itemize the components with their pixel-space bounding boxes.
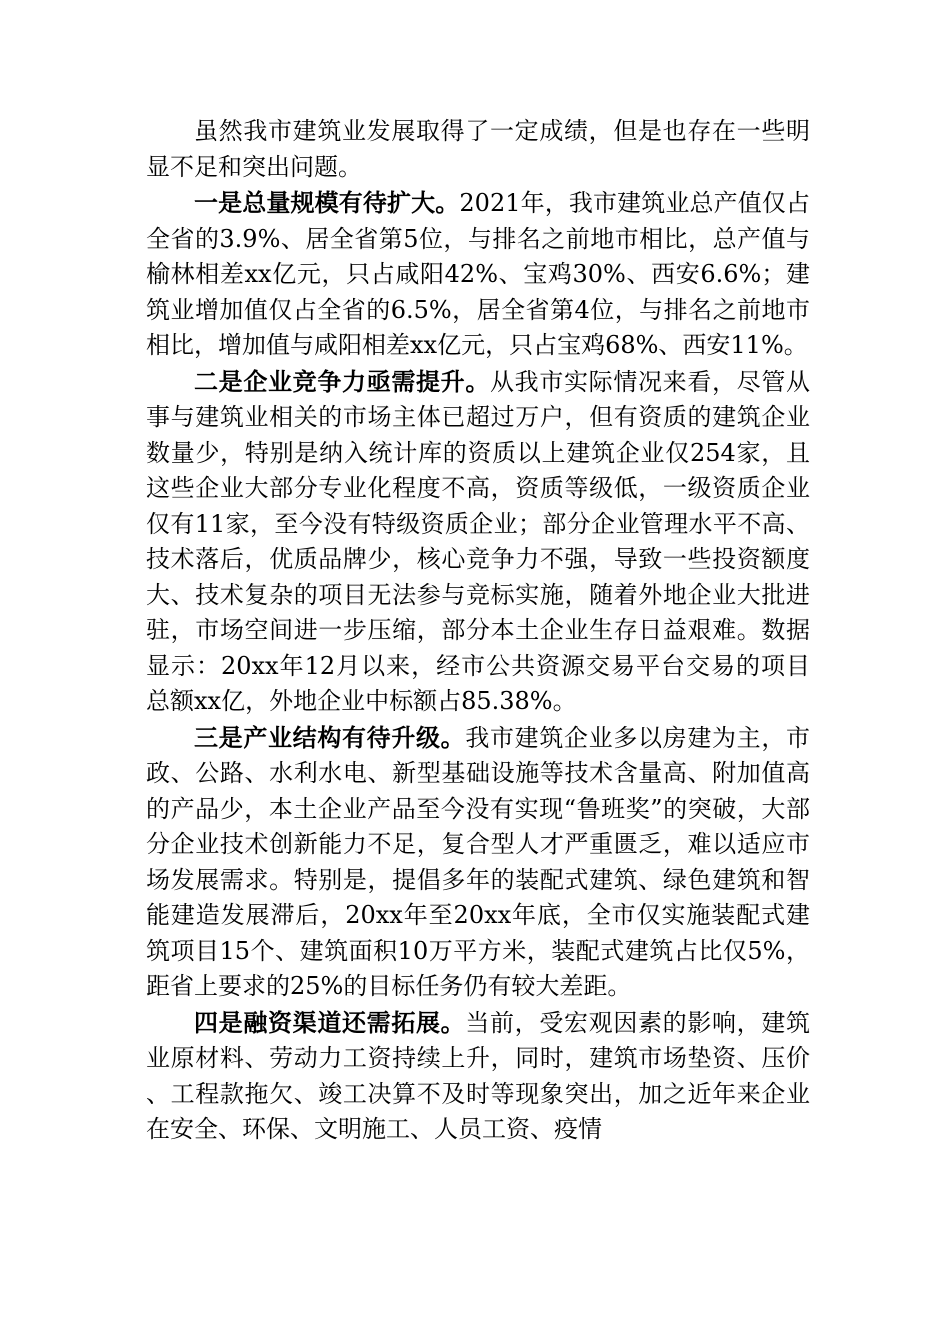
paragraph-text: 从我市实际情况来看，尽管从事与建筑业相关的市场主体已超过万户，但有资质的建筑企业数量少，特别是纳入统计库的资质以上建筑企业仅254家，且这些企业大部分专业化程度不高，资质等级低，一级资质企业仅有11家，至今没有特级资质企业；部分企业管理水平不高、技术落后，优质品牌少，核心竞争力不强，导致一些投资额度大、技术复杂的项目无法参与竞标实施，随着外地企业大批进驻，市场空间进一步压缩，部分本土企业生存日益艰难。数据显示：20xx年12月以来，经市公共资源交易平台交易的项目总额xx亿，外地企业中标额占85.38%。 [146, 367, 810, 715]
document-body [146, 114, 810, 1148]
paragraph-financing [146, 1005, 810, 1148]
paragraph-heading: 二是企业竞争力亟需提升。 [194, 366, 490, 396]
paragraph-text: 2021年，我市建筑业总产值仅占全省的3.9%、居全省第5位，与排名之前地市相比，总产值与榆林相差xx亿元，只占咸阳42%、宝鸡30%、西安6.6%；建筑业增加值仅占全省的6.5%，居全省第4位，与排名之前地市相比，增加值与咸阳相差xx亿元，只占宝鸡68%、西安11%。 [146, 189, 811, 359]
paragraph-competitiveness [146, 364, 810, 720]
paragraph-intro [146, 114, 810, 185]
paragraph-total-scale [146, 185, 810, 364]
paragraph-industry-structure [146, 720, 810, 1005]
paragraph-text: 当前，受宏观因素的影响，建筑业原材料、劳动力工资持续上升，同时，建筑市场垫资、压价、工程款拖欠、竣工决算不及时等现象突出，加之近年来企业在安全、环保、文明施工、人员工资、疫情 [146, 1008, 811, 1143]
paragraph-heading: 四是融资渠道还需拓展。 [194, 1007, 466, 1037]
paragraph-text: 我市建筑企业多以房建为主，市政、公路、水利水电、新型基础设施等技术含量高、附加值高的产品少，本土企业产品至今没有实现“鲁班奖”的突破，大部分企业技术创新能力不足，复合型人才严重匮乏，难以适应市场发展需求。特别是，提倡多年的装配式建筑、绿色建筑和智能建造发展滞后，20xx年至20xx年底，全市仅实施装配式建筑项目15个、建筑面积10万平方米，装配式建筑占比仅5%，距省上要求的25%的目标任务仍有较大差距。 [146, 723, 811, 1000]
paragraph-heading: 一是总量规模有待扩大。 [194, 188, 460, 217]
paragraph-heading: 三是产业结构有待升级。 [194, 722, 466, 752]
paragraph-text: 虽然我市建筑业发展取得了一定成绩，但是也存在一些明显不足和突出问题。 [146, 117, 810, 181]
